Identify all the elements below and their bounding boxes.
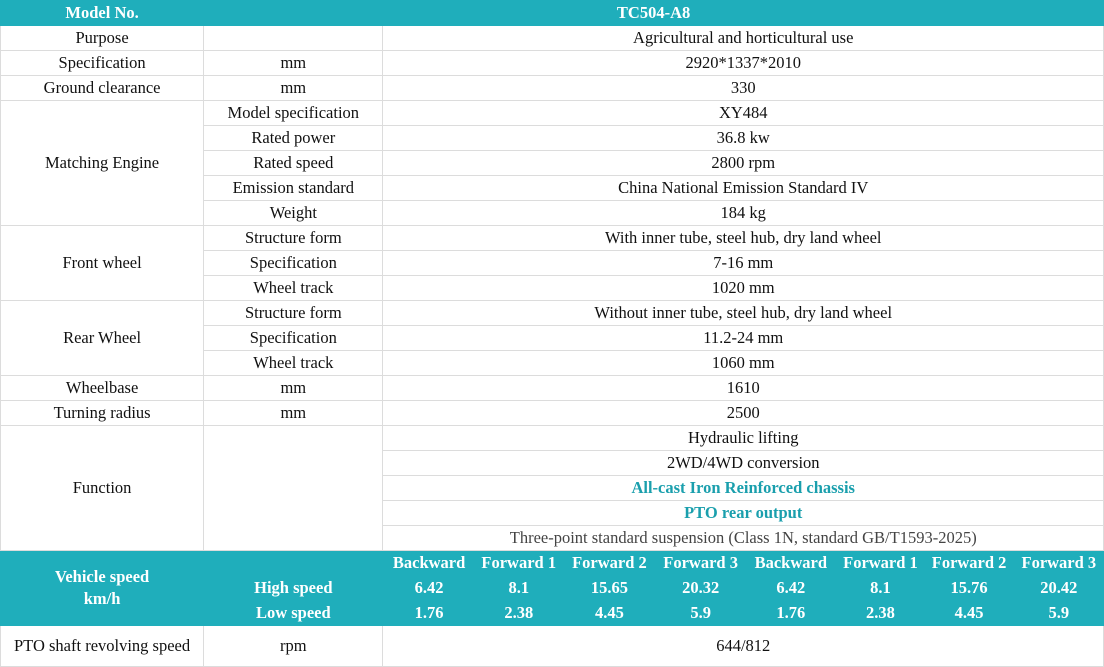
high-speed-label: High speed [204, 576, 383, 601]
front-wheel-group-label: Front wheel [1, 226, 204, 301]
specification-unit: mm [204, 51, 383, 76]
purpose-row [1, 26, 1104, 51]
header-row [1, 1, 1104, 26]
low-speed-value: 5.9 [657, 601, 745, 626]
low-speed-value: 4.45 [924, 601, 1014, 626]
wheelbase-value: 1610 [383, 376, 1104, 401]
high-speed-value: 15.76 [924, 576, 1014, 601]
rear-wheel-item-value: 1060 mm [383, 351, 1104, 376]
front-wheel-row [1, 226, 1104, 251]
high-speed-value: 6.42 [383, 576, 475, 601]
pto-row [1, 626, 1104, 667]
high-speed-value: 15.65 [562, 576, 656, 601]
low-speed-value: 5.9 [1014, 601, 1103, 626]
turning-radius-unit: mm [204, 401, 383, 426]
gear-label: Backward [745, 551, 837, 576]
rear-wheel-item-label: Specification [204, 326, 383, 351]
rear-wheel-item-value: Without inner tube, steel hub, dry land wheel [383, 301, 1104, 326]
engine-item-label: Model specification [204, 101, 383, 126]
specification-row [1, 51, 1104, 76]
function-item: 2WD/4WD conversion [383, 451, 1104, 476]
vehicle-speed-title: Vehicle speed [54, 567, 150, 586]
purpose-label: Purpose [1, 26, 204, 51]
speed-gear-row [1, 551, 1104, 576]
function-row [1, 426, 1104, 451]
engine-group-label: Matching Engine [1, 101, 204, 226]
engine-row [1, 101, 1104, 126]
function-item: Three-point standard suspension (Class 1N, standard GB/T1593-2025) [383, 526, 1104, 551]
high-speed-value: 20.42 [1014, 576, 1103, 601]
engine-item-value: China National Emission Standard IV [383, 176, 1104, 201]
low-speed-value: 1.76 [383, 601, 475, 626]
rear-wheel-group-label: Rear Wheel [1, 301, 204, 376]
front-wheel-item-value: With inner tube, steel hub, dry land wheel [383, 226, 1104, 251]
purpose-value: Agricultural and horticultural use [383, 26, 1104, 51]
high-speed-value: 8.1 [837, 576, 924, 601]
gear-label: Forward 2 [562, 551, 656, 576]
engine-item-label: Rated power [204, 126, 383, 151]
turning-radius-row [1, 401, 1104, 426]
rear-wheel-item-label: Wheel track [204, 351, 383, 376]
ground-clearance-label: Ground clearance [1, 76, 204, 101]
rear-wheel-item-value: 11.2-24 mm [383, 326, 1104, 351]
wheelbase-label: Wheelbase [1, 376, 204, 401]
front-wheel-item-value: 1020 mm [383, 276, 1104, 301]
gear-label: Forward 1 [475, 551, 562, 576]
ground-clearance-row [1, 76, 1104, 101]
speed-header-blank [204, 551, 383, 576]
pto-value: 644/812 [383, 626, 1104, 667]
specification-value: 2920*1337*2010 [383, 51, 1104, 76]
low-speed-value: 1.76 [745, 601, 837, 626]
engine-item-value: 2800 rpm [383, 151, 1104, 176]
wheelbase-row [1, 376, 1104, 401]
front-wheel-item-label: Wheel track [204, 276, 383, 301]
engine-item-value: 184 kg [383, 201, 1104, 226]
ground-clearance-value: 330 [383, 76, 1104, 101]
model-label: Model No. [1, 1, 204, 26]
low-speed-value: 2.38 [837, 601, 924, 626]
pto-label: PTO shaft revolving speed [1, 626, 204, 667]
turning-radius-value: 2500 [383, 401, 1104, 426]
vehicle-speed-label [1, 551, 204, 626]
low-speed-value: 4.45 [562, 601, 656, 626]
gear-label: Forward 2 [924, 551, 1014, 576]
rear-wheel-row [1, 301, 1104, 326]
gear-label: Forward 1 [837, 551, 924, 576]
function-group-label: Function [1, 426, 204, 551]
model-value: TC504-A8 [204, 1, 1104, 26]
high-speed-value: 20.32 [657, 576, 745, 601]
high-speed-value: 8.1 [475, 576, 562, 601]
front-wheel-item-value: 7-16 mm [383, 251, 1104, 276]
wheelbase-unit: mm [204, 376, 383, 401]
low-speed-value: 2.38 [475, 601, 562, 626]
engine-item-label: Emission standard [204, 176, 383, 201]
front-wheel-item-label: Structure form [204, 226, 383, 251]
gear-label: Forward 3 [657, 551, 745, 576]
rear-wheel-item-label: Structure form [204, 301, 383, 326]
high-speed-value: 6.42 [745, 576, 837, 601]
front-wheel-item-label: Specification [204, 251, 383, 276]
engine-item-value: XY484 [383, 101, 1104, 126]
function-unit [204, 426, 383, 551]
function-item-highlight: PTO rear output [383, 501, 1104, 526]
ground-clearance-unit: mm [204, 76, 383, 101]
engine-item-label: Weight [204, 201, 383, 226]
vehicle-speed-unit: km/h [83, 589, 121, 608]
gear-label: Backward [383, 551, 475, 576]
function-item: Hydraulic lifting [383, 426, 1104, 451]
gear-label: Forward 3 [1014, 551, 1103, 576]
pto-unit: rpm [204, 626, 383, 667]
turning-radius-label: Turning radius [1, 401, 204, 426]
specification-label: Specification [1, 51, 204, 76]
function-item-highlight: All-cast Iron Reinforced chassis [383, 476, 1104, 501]
engine-item-label: Rated speed [204, 151, 383, 176]
engine-item-value: 36.8 kw [383, 126, 1104, 151]
low-speed-label: Low speed [204, 601, 383, 626]
purpose-unit [204, 26, 383, 51]
